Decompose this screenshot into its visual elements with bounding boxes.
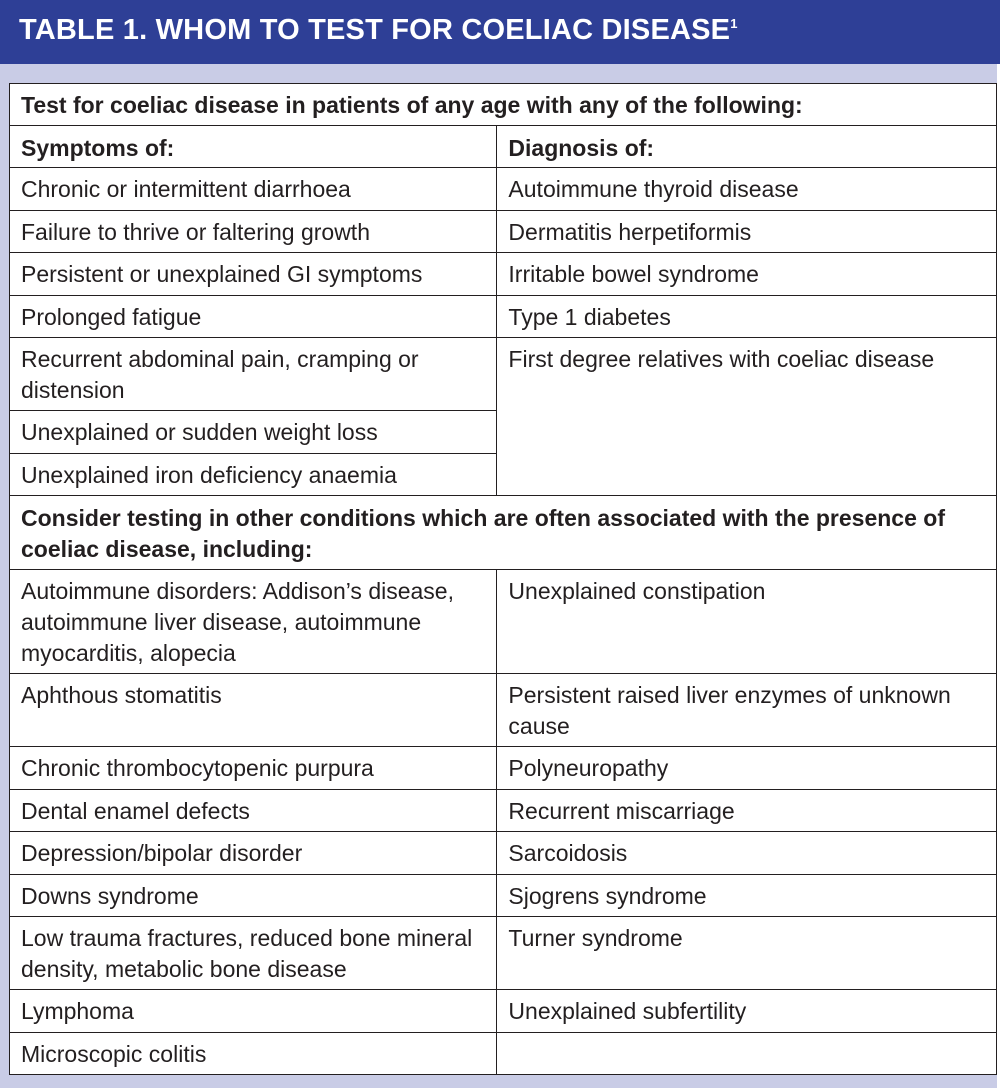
table-row (10, 674, 997, 747)
diagnosis-cell: Dermatitis herpetiformis (497, 211, 997, 253)
condition-cell: Downs syndrome (10, 875, 497, 917)
table-title (19, 14, 738, 47)
condition-cell: Low trauma fractures, reduced bone mineral density, metabolic bone disease (10, 917, 497, 990)
symptom-cell: Unexplained iron deficiency anaemia (10, 454, 497, 496)
table-row (10, 832, 997, 875)
table-row (10, 496, 997, 570)
table-row (10, 747, 997, 790)
diagnosis-cell: Autoimmune thyroid disease (497, 168, 997, 211)
symptom-cell: Unexplained or sudden weight loss (10, 411, 497, 454)
condition-cell: Recurrent miscarriage (497, 790, 997, 832)
symptoms-column-header: Symptoms of: (10, 126, 497, 168)
section1-heading: Test for coeliac disease in patients of any age with any of the following: (10, 84, 997, 126)
coeliac-test-table (9, 83, 997, 1075)
table-row (10, 338, 997, 411)
condition-cell: Unexplained constipation (497, 570, 997, 674)
condition-cell: Dental enamel defects (10, 790, 497, 832)
condition-cell: Lymphoma (10, 990, 497, 1033)
diagnosis-cell: Type 1 diabetes (497, 296, 997, 338)
symptom-cell: Chronic or intermittent diarrhoea (10, 168, 497, 211)
condition-cell: Polyneuropathy (497, 747, 997, 790)
condition-cell: Persistent raised liver enzymes of unknown cause (497, 674, 997, 747)
condition-cell: Depression/bipolar disorder (10, 832, 497, 875)
section2-heading: Consider testing in other conditions which are often associated with the presence of coeliac disease, including: (10, 496, 997, 570)
table-row (10, 570, 997, 674)
diagnosis-column-header: Diagnosis of: (497, 126, 997, 168)
table-row (10, 84, 997, 126)
table-row (10, 1033, 997, 1075)
table-row (10, 296, 997, 338)
symptom-cell: Persistent or unexplained GI symptoms (10, 253, 497, 296)
table-row (10, 168, 997, 211)
condition-cell-empty (497, 1033, 997, 1075)
table-row (10, 211, 997, 253)
condition-cell: Microscopic colitis (10, 1033, 497, 1075)
condition-cell: Aphthous stomatitis (10, 674, 497, 747)
symptom-cell: Prolonged fatigue (10, 296, 497, 338)
condition-cell: Autoimmune disorders: Addison’s disease, autoimmune liver disease, autoimmune myocarditis, alopecia (10, 570, 497, 674)
title-footnote-marker: 1 (730, 16, 738, 31)
condition-cell: Unexplained subfertility (497, 990, 997, 1033)
table-title-text: TABLE 1. WHOM TO TEST FOR COELIAC DISEASE (19, 14, 731, 46)
table-title-banner (0, 0, 1000, 64)
condition-cell: Sjogrens syndrome (497, 875, 997, 917)
table-row (10, 253, 997, 296)
condition-cell: Chronic thrombocytopenic purpura (10, 747, 497, 790)
symptom-cell: Failure to thrive or faltering growth (10, 211, 497, 253)
symptom-cell: Recurrent abdominal pain, cramping or distension (10, 338, 497, 411)
table-row (10, 790, 997, 832)
condition-cell: Sarcoidosis (497, 832, 997, 875)
condition-cell: Turner syndrome (497, 917, 997, 990)
table-row (10, 990, 997, 1033)
table-row (10, 917, 997, 990)
diagnosis-cell: First degree relatives with coeliac disease (497, 338, 997, 496)
table-row (10, 875, 997, 917)
diagnosis-cell: Irritable bowel syndrome (497, 253, 997, 296)
table-row (10, 126, 997, 168)
